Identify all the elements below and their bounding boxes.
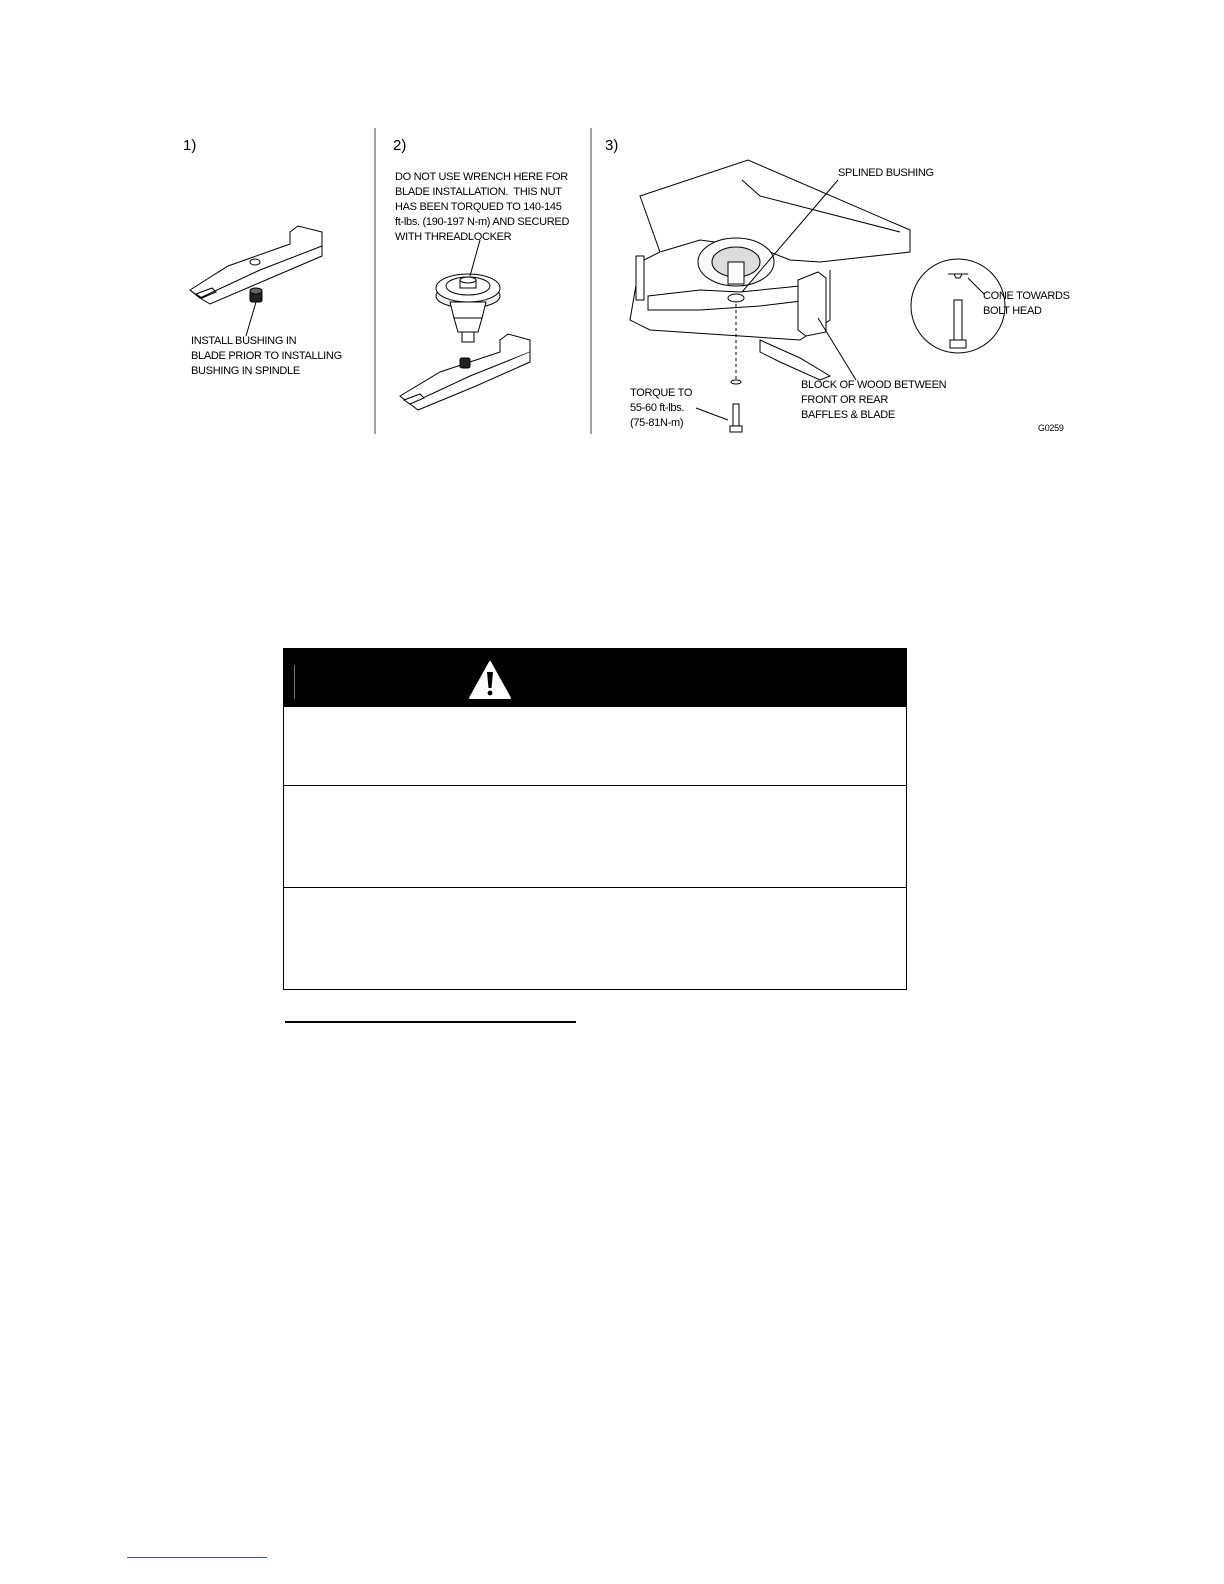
figure-code: G0259 (1038, 423, 1064, 433)
panel1-number: 1) (183, 137, 197, 154)
warning-row-2 (284, 785, 906, 887)
panel2-number: 2) (393, 137, 407, 154)
panel2-spindle-illustration (400, 240, 530, 410)
warning-box (283, 648, 907, 990)
warning-triangle-icon (468, 660, 512, 700)
panel3-number: 3) (605, 137, 619, 154)
splined-bushing-callout: SPLINED BUSHING (838, 167, 934, 179)
warning-row-1 (284, 707, 906, 785)
torque-callout: TORQUE TO 55-60 ft-lbs. (75-81N-m) (630, 387, 693, 429)
block-of-wood-callout: BLOCK OF WOOD BETWEEN FRONT OR REAR BAFFLES & BLADE (801, 379, 947, 421)
footnote-rule (285, 1021, 576, 1023)
panel1-callout: INSTALL BUSHING IN BLADE PRIOR TO INSTALLING BUSHING IN SPINDLE (191, 335, 342, 377)
warning-row-3 (284, 887, 906, 989)
warning-header (284, 649, 906, 707)
blade-installation-figure (0, 0, 1224, 460)
panel2-callout: DO NOT USE WRENCH HERE FOR BLADE INSTALLATION. THIS NUT HAS BEEN TORQUED TO 140-145 ft-lbs. (190-197 N-m) AND SECURED WITH THREADLOCKER (395, 171, 570, 243)
cone-callout: CONE TOWARDS BOLT HEAD (983, 290, 1070, 317)
panel1-blade-illustration (190, 226, 322, 336)
figure-drawing (0, 0, 1224, 460)
page-bottom-rule (127, 1557, 267, 1558)
